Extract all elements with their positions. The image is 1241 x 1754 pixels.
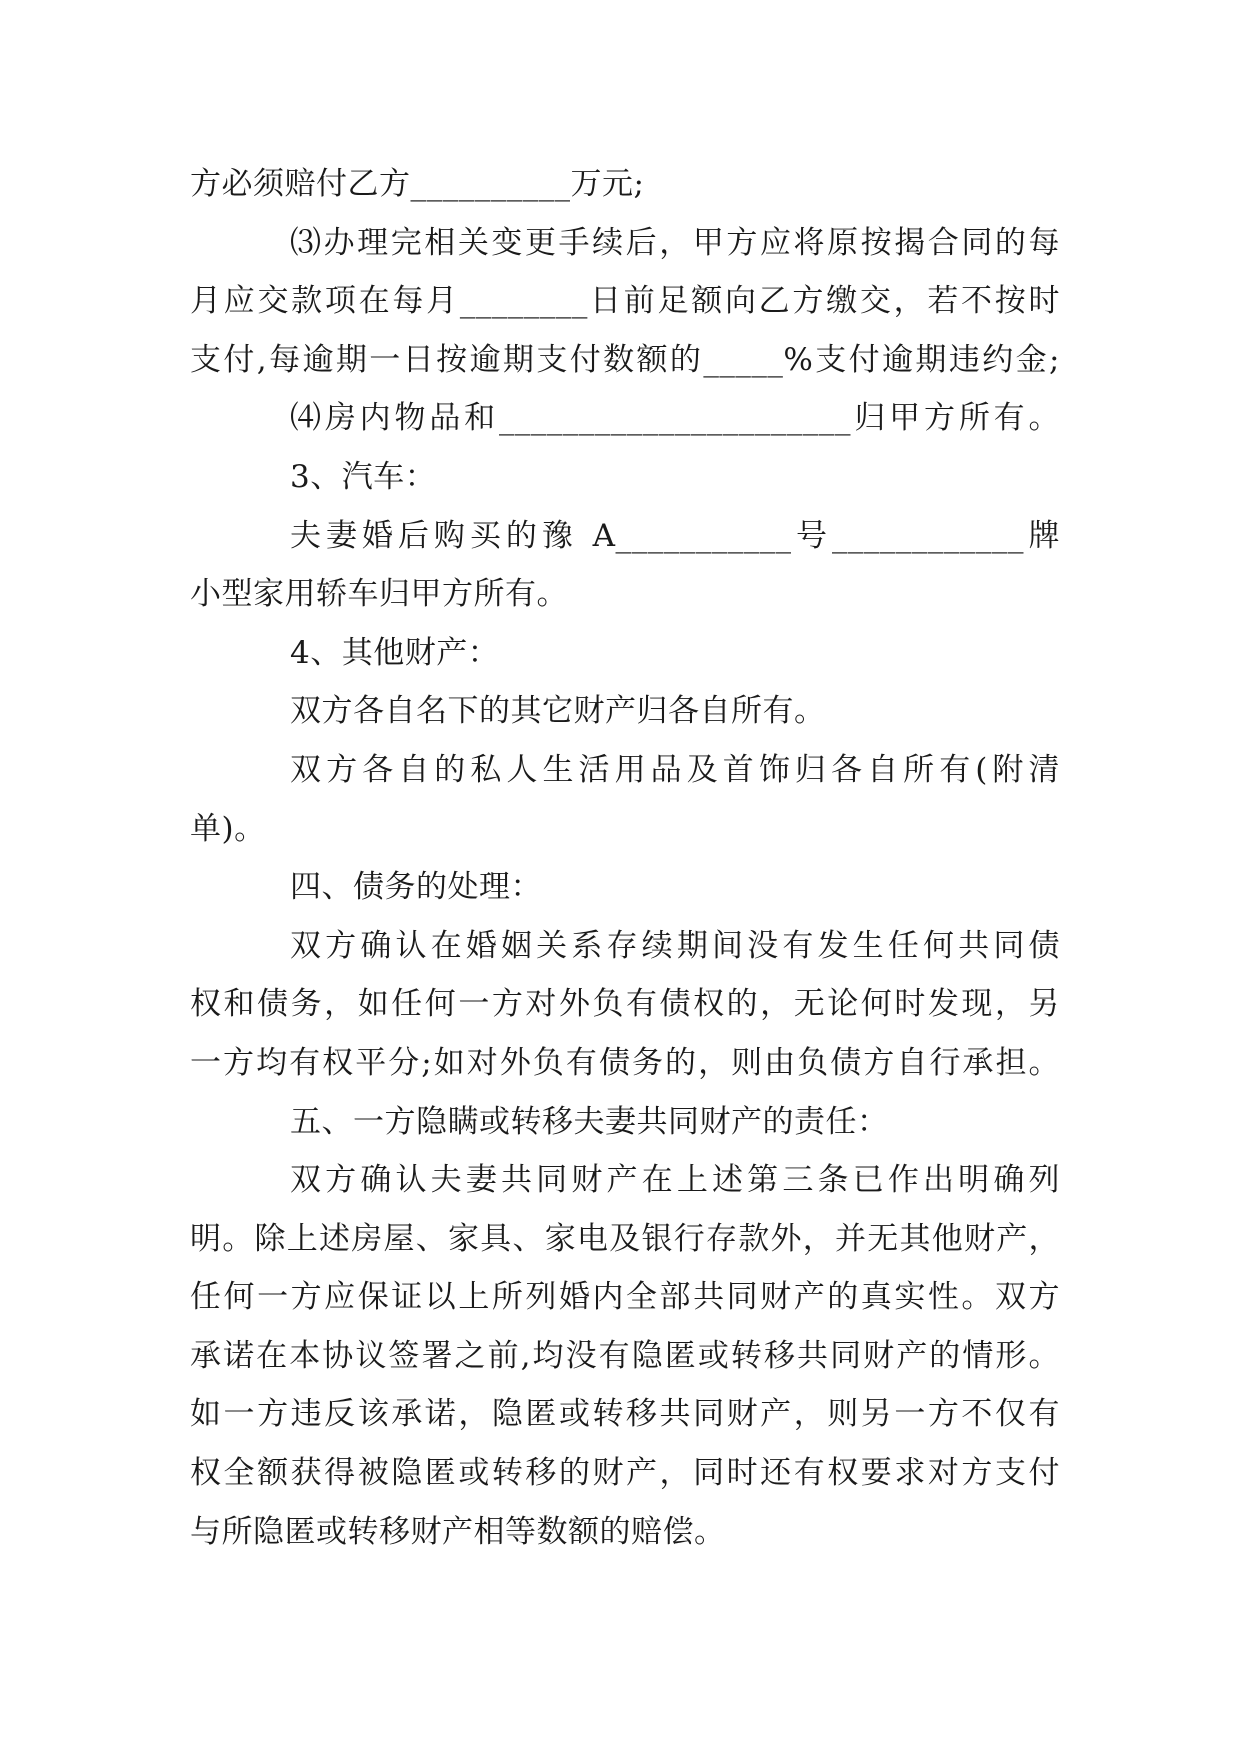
text-line: 月应交款项在每月________日前足额向乙方缴交，若不按时: [190, 283, 1060, 320]
text-line: 夫妻婚后购买的豫 A___________号____________牌: [290, 517, 1060, 554]
text-line: 权和债务，如任何一方对外负有债权的，无论何时发现，另: [190, 986, 1060, 1023]
text-line: ⑶办理完相关变更手续后，甲方应将原按揭合同的每: [290, 224, 1060, 261]
text-line: 单)。: [190, 810, 266, 847]
document-body: [190, 155, 1060, 1561]
text-line: 权全额获得被隐匿或转移的财产，同时还有权要求对方支付: [190, 1455, 1060, 1492]
text-line: 支付,每逾期一日按逾期支付数额的_____%支付逾期违约金;: [190, 341, 1060, 378]
text-line: 任何一方应保证以上所列婚内全部共同财产的真实性。双方: [190, 1279, 1060, 1316]
text-line: 一方均有权平分;如对外负有债务的，则由负债方自行承担。: [190, 1044, 1060, 1081]
text-line: 4、其他财产：: [290, 634, 500, 671]
text-line: 双方各自的私人生活用品及首饰归各自所有(附清: [290, 751, 1060, 788]
text-line: 双方确认在婚姻关系存续期间没有发生任何共同债: [290, 927, 1060, 964]
text-line: 如一方违反该承诺，隐匿或转移共同财产，则另一方不仅有: [190, 1396, 1060, 1433]
text-line: 双方确认夫妻共同财产在上述第三条已作出明确列: [290, 1162, 1060, 1199]
text-line: 与所隐匿或转移财产相等数额的赔偿。: [190, 1513, 726, 1550]
text-line: 3、汽车：: [290, 458, 437, 495]
text-line: ⑷房内物品和______________________归甲方所有。: [290, 400, 1060, 437]
text-line: 双方各自名下的其它财产归各自所有。: [290, 693, 826, 730]
text-line: 四、债务的处理：: [290, 869, 542, 906]
text-line: 方必须赔付乙方__________万元;: [190, 166, 645, 202]
text-line: 承诺在本协议签署之前,均没有隐匿或转移共同财产的情形。: [190, 1337, 1060, 1374]
text-line: 明。除上述房屋、家具、家电及银行存款外，并无其他财产，: [190, 1220, 1060, 1257]
text-line: 小型家用轿车归甲方所有。: [190, 576, 568, 613]
text-line: 五、一方隐瞒或转移夫妻共同财产的责任：: [290, 1103, 889, 1140]
